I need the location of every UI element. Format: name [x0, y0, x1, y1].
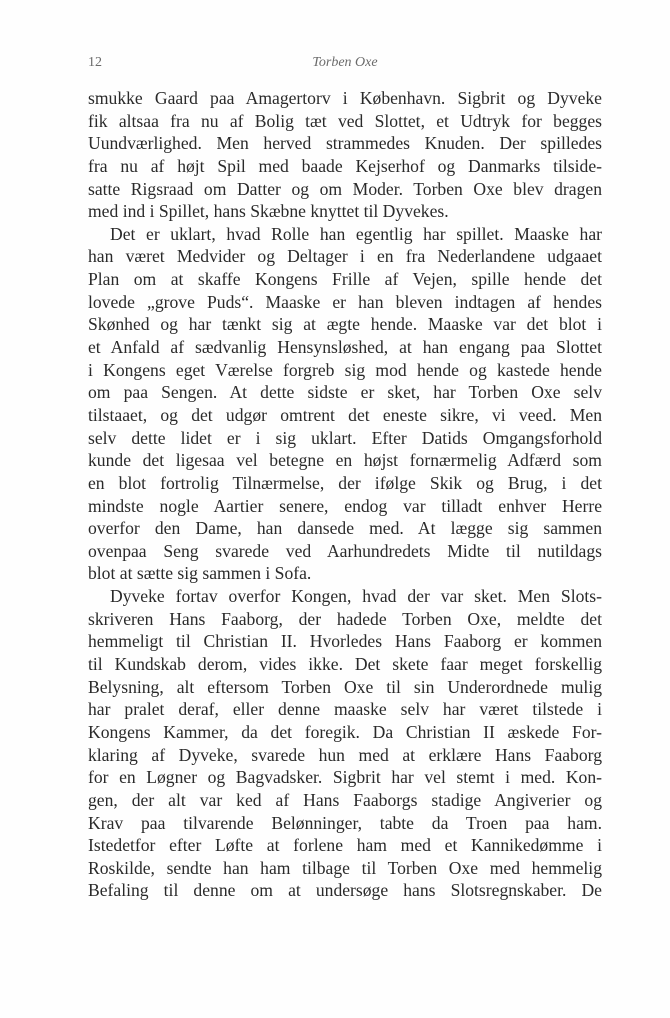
text-line: for en Løgner og Bagvadsker. Sigbrit har vel stemt i med. Kon- [88, 767, 602, 788]
text-line: om paa Sengen. At dette sidste er sket, har Torben Oxe selv [88, 382, 602, 403]
text-line: Roskilde, sendte han ham tilbage til Torben Oxe med hemmelig [88, 857, 602, 878]
text-line: Belysning, alt eftersom Torben Oxe til sin Underordnede mulig [88, 676, 602, 697]
paragraph-3 [88, 585, 602, 902]
page-number: 12 [88, 55, 102, 70]
body-text [88, 87, 602, 902]
text-line: Kongens Kammer, da det foregik. Da Christian II æskede For- [88, 721, 602, 742]
text-line: Dyveke fortav overfor Kongen, hvad der var sket. Men Slots- [110, 586, 602, 607]
text-line: tilstaaet, og det udgør omtrent det eneste sikre, vi veed. Men [88, 404, 602, 425]
text-line: han været Medvider og Deltager i en fra Nederlandene udgaaet [88, 246, 602, 267]
text-line: Krav paa tilvarende Belønninger, tabte da Troen paa ham. [88, 812, 602, 833]
text-line: hemmeligt til Christian II. Hvorledes Hans Faaborg er kommen [88, 631, 602, 652]
text-line: ovenpaa Seng svarede ved Aarhundredets Midte til nutildags [88, 540, 602, 561]
text-line: en blot fortrolig Tilnærmelse, der ifølge Skik og Brug, i det [88, 472, 602, 493]
text-line: lovede „grove Puds“. Maaske er han bleven indtagen af hendes [88, 291, 602, 312]
text-line: kunde det ligesaa vel betegne en højst fornærmelig Adfærd som [88, 450, 602, 471]
text-line: et Anfald af sædvanlig Hensynsløshed, at han engang paa Slottet [88, 337, 602, 358]
text-line: overfor den Dame, han dansede med. At lægge sig sammen [88, 518, 602, 539]
text-line: Uundværlighed. Men herved strammedes Knuden. Der spilledes [88, 133, 602, 154]
text-line: skriveren Hans Faaborg, der hadede Torben Oxe, meldte det [88, 608, 602, 629]
text-line: til Kundskab derom, vides ikke. Det skete faar meget forskellig [88, 654, 602, 675]
running-head [88, 55, 602, 75]
text-line: Befaling til denne om at undersøge hans Slotsregnskaber. De [88, 880, 602, 901]
text-line: fra nu af højt Spil med baade Kejserhof og Danmarks tilside- [88, 155, 602, 176]
text-line: Plan om at skaffe Kongens Frille af Vejen, spille hende det [88, 269, 602, 290]
text-line: med ind i Spillet, hans Skæbne knyttet til Dyvekes. [88, 201, 449, 222]
text-line: Istedetfor efter Løfte at forlene ham med et Kannikedømme i [88, 835, 602, 856]
text-line: gen, der alt var ked af Hans Faaborgs stadige Angiverier og [88, 789, 602, 810]
paragraph-1 [88, 87, 602, 223]
text-line: fik altsaa fra nu af Bolig tæt ved Slottet, et Udtryk for begges [88, 110, 602, 131]
text-line: Skønhed og har tænkt sig at ægte hende. Maaske var det blot i [88, 314, 602, 335]
text-line: blot at sætte sig sammen i Sofa. [88, 563, 312, 584]
text-line: selv dette lidet er i sig uklart. Efter Datids Omgangsforhold [88, 427, 602, 448]
text-line: Det er uklart, hvad Rolle han egentlig har spillet. Maaske har [110, 223, 602, 244]
text-line: i Kongens eget Værelse forgreb sig mod hende og kastede hende [88, 359, 602, 380]
paragraph-2 [88, 223, 602, 585]
text-line: satte Rigsraad om Datter og om Moder. Torben Oxe blev dragen [88, 178, 602, 199]
text-line: klaring af Dyveke, svarede hun med at erklære Hans Faaborg [88, 744, 602, 765]
running-title: Torben Oxe [312, 55, 378, 70]
text-line: mindste nogle Aartier senere, endog var tilladt enhver Herre [88, 495, 602, 516]
text-line: smukke Gaard paa Amagertorv i København. Sigbrit og Dyveke [88, 88, 602, 108]
text-line: har pralet deraf, eller denne maaske selv har været tilstede i [88, 699, 602, 720]
